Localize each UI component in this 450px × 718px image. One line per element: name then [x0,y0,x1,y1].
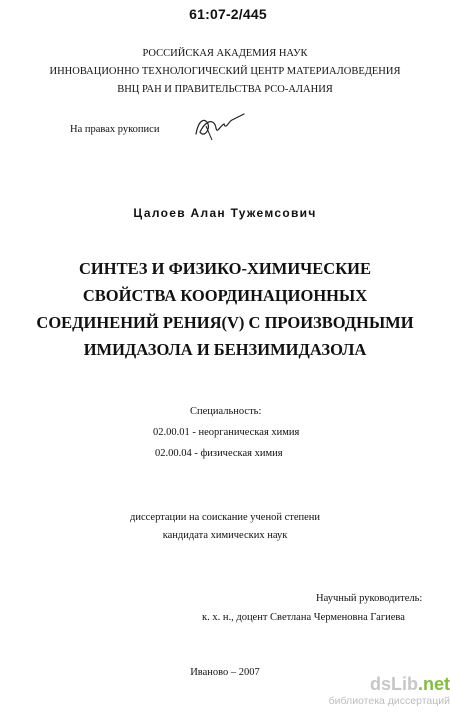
watermark-subtitle: библиотека диссертаций [328,695,450,707]
specialty-item-1: 02.00.01 - неорганическая химия [153,427,300,438]
supervisor-name: к. х. н., доцент Светлана Черменовна Гагиева [202,612,405,623]
organization-line-3: ВНЦ РАН И ПРАВИТЕЛЬСТВА РСО-АЛАНИЯ [117,84,333,95]
supervisor-label: Научный руководитель: [316,593,423,604]
specialty-item-2: 02.00.04 - физическая химия [155,448,283,459]
city-year: Иваново – 2007 [190,667,260,678]
degree-line-2: кандидата химических наук [162,530,288,541]
organization-line-1: РОССИЙСКАЯ АКАДЕМИЯ НАУК [142,48,308,59]
organization-line-2: ИННОВАЦИОННО ТЕХНОЛОГИЧЕСКИЙ ЦЕНТР МАТЕРИАЛОВЕДЕНИЯ [49,66,401,77]
archive-stamp: 61:07-2/445 [189,6,267,22]
dissertation-title [0,255,450,363]
watermark-brand-main: dsLib [369,674,418,694]
title-line-2: СВОЙСТВА КООРДИНАЦИОННЫХ [82,286,368,305]
specialty-label: Специальность: [190,406,262,417]
degree-line-1: диссертации на соискание ученой степени [130,512,320,523]
watermark-brand-tld: .net [417,674,450,694]
handwritten-signature [190,110,250,144]
author-name: Цалоев Алан Тужемсович [133,206,317,220]
rights-note: На правах рукописи [70,124,160,135]
watermark-logo [310,674,450,708]
title-line-4: ИМИДАЗОЛА И БЕНЗИМИДАЗОЛА [83,340,367,359]
watermark-brand [310,674,450,694]
title-line-3: СОЕДИНЕНИЙ РЕНИЯ(V) С ПРОИЗВОДНЫМИ [36,313,414,332]
title-line-1: СИНТЕЗ И ФИЗИКО-ХИМИЧЕСКИЕ [78,259,371,278]
